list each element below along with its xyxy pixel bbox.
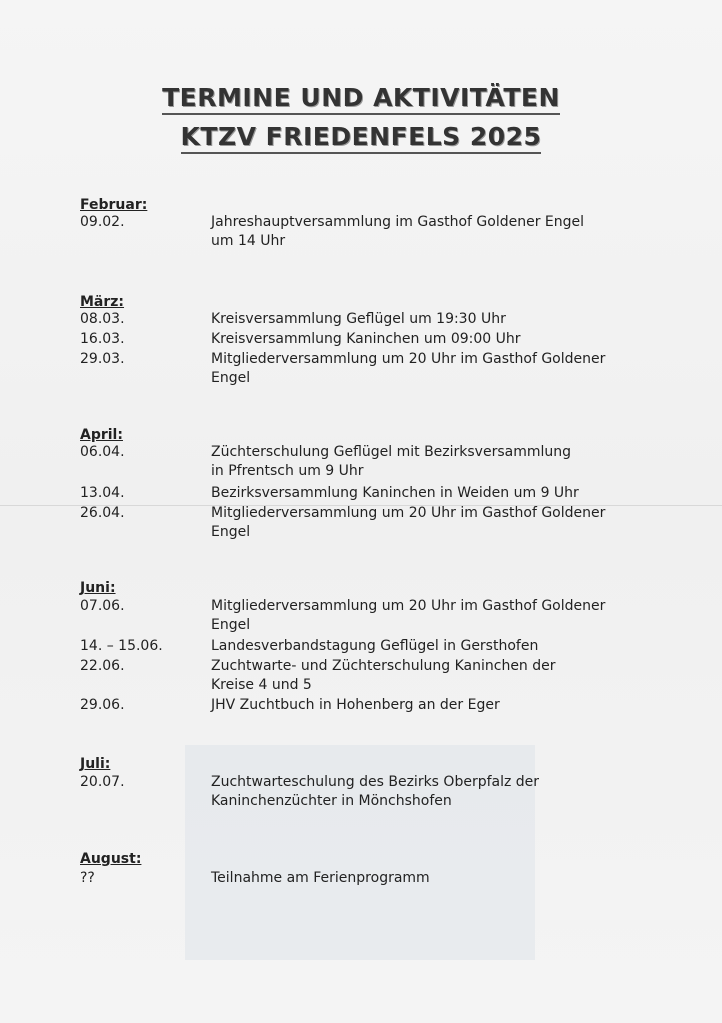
- month-heading-maerz: März:: [80, 294, 125, 310]
- event-description: Kreisversammlung Kaninchen um 09:00 Uhr: [211, 331, 521, 347]
- event-date: 09.02.: [80, 214, 125, 230]
- event-description: Mitgliederversammlung um 20 Uhr im Gasthof Goldener Engel: [211, 505, 606, 540]
- month-heading-juni: Juni:: [80, 580, 116, 596]
- event-date: ??: [80, 870, 95, 886]
- event-description: Jahreshauptversammlung im Gasthof Goldener Engel um 14 Uhr: [211, 214, 585, 249]
- month-heading-juli: Juli:: [80, 756, 111, 772]
- event-date: 08.03.: [80, 311, 125, 327]
- event-date: 06.04.: [80, 444, 125, 460]
- event-description: Teilnahme am Ferienprogramm: [211, 870, 430, 886]
- month-heading-februar: Februar:: [80, 197, 148, 213]
- event-date: 29.06.: [80, 697, 125, 713]
- event-description: Zuchtwarteschulung des Bezirks Oberpfalz der Kaninchenzüchter in Mönchshofen: [211, 774, 540, 809]
- title-line-1: TERMINE UND AKTIVITÄTEN: [0, 82, 722, 114]
- event-description: JHV Zuchtbuch in Hohenberg an der Eger: [211, 697, 500, 713]
- event-description: Mitgliederversammlung um 20 Uhr im Gasthof Goldener Engel: [211, 351, 606, 386]
- event-description: Züchterschulung Geflügel mit Bezirksversammlung in Pfrentsch um 9 Uhr: [211, 444, 572, 479]
- event-description: Bezirksversammlung Kaninchen in Weiden um 9 Uhr: [211, 485, 579, 501]
- event-description: Zuchtwarte- und Züchterschulung Kaninchen der Kreise 4 und 5: [211, 658, 556, 693]
- event-date: 16.03.: [80, 331, 125, 347]
- event-description: Landesverbandstagung Geflügel in Gersthofen: [211, 638, 539, 654]
- event-description: Mitgliederversammlung um 20 Uhr im Gasthof Goldener Engel: [211, 598, 606, 633]
- event-date: 29.03.: [80, 351, 125, 367]
- event-date: 13.04.: [80, 485, 125, 501]
- event-date: 14. – 15.06.: [80, 638, 163, 654]
- month-heading-april: April:: [80, 427, 123, 443]
- title-line-2: KTZV FRIEDENFELS 2025: [0, 121, 722, 153]
- event-date: 22.06.: [80, 658, 125, 674]
- event-date: 26.04.: [80, 505, 125, 521]
- event-date: 07.06.: [80, 598, 125, 614]
- event-date: 20.07.: [80, 774, 125, 790]
- event-description: Kreisversammlung Geflügel um 19:30 Uhr: [211, 311, 506, 327]
- month-heading-august: August:: [80, 851, 142, 867]
